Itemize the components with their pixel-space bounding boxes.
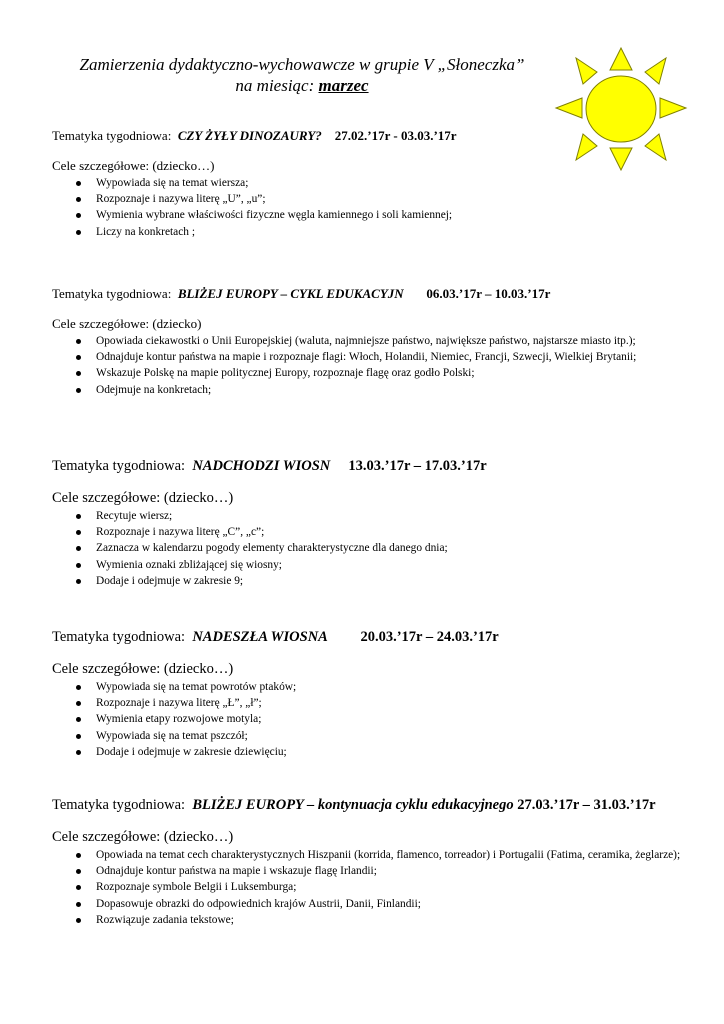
goals-label: Cele szczegółowe: (dziecko…) [52,158,215,173]
week-theme: CZY ŻYŁY DINOZAURY? [177,128,322,143]
week-header [52,796,682,814]
week-dates: 20.03.’17r – 24.03.’17r [360,629,499,645]
goals-label: Cele szczegółowe: (dziecko…) [52,829,234,845]
list-item: Rozpoznaje i nazywa literę „C”, „c”; [52,525,682,540]
list-item: Dodaje i odejmuje w zakresie 9; [52,574,682,589]
week-label: Tematyka tygodniowa: [52,458,186,474]
list-item: Dodaje i odejmuje w zakresie dziewięciu; [52,745,682,760]
week-block-2 [52,286,682,399]
list-item: Rozpoznaje i nazywa literę „U”, „u”; [52,192,682,207]
list-item: Wymienia etapy rozwojowe motyla; [52,712,682,727]
week-header [52,286,682,302]
list-item: Dopasowuje obrazki do odpowiednich krajów Austrii, Danii, Finlandii; [52,897,682,912]
list-item: Wypowiada się na temat pszczół; [52,729,682,744]
title-line-2 [40,75,564,96]
week-label: Tematyka tygodniowa: [52,128,172,143]
list-item: Wypowiada się na temat wiersza; [52,176,682,191]
list-item: Odejmuje na konkretach; [52,383,682,398]
list-item: Recytuje wiersz; [52,509,682,524]
week-theme: BLIŻEJ EUROPY – kontynuacja cyklu edukacyjnego [192,797,514,813]
week-header [52,128,682,144]
week-dates: 13.03.’17r – 17.03.’17r [348,458,487,474]
week-theme: NADCHODZI WIOSN [192,458,331,474]
list-item: Zaznacza w kalendarzu pogody elementy charakterystyczne dla danego dnia; [52,541,682,556]
list-item: Opowiada ciekawostki o Unii Europejskiej (waluta, najmniejsze państwo, największe państwo, najstarsze miasto itp.); [52,334,682,349]
week-block-3 [52,457,682,590]
list-item: Wymienia oznaki zbliżającej się wiosny; [52,558,682,573]
title-month-prefix: na miesiąc: [235,76,319,95]
goals-label: Cele szczegółowe: (dziecko…) [52,661,234,677]
week-theme: NADESZŁA WIOSNA [192,629,328,645]
week-block-1 [52,128,682,241]
week-header [52,628,682,646]
list-item: Wskazuje Polskę na mapie politycznej Europy, rozpoznaje flagę oraz godło Polski; [52,366,682,381]
week-label: Tematyka tygodniowa: [52,629,186,645]
title-month: marzec [318,76,369,95]
list-item: Rozpoznaje i nazywa literę „Ł”, „ł”; [52,696,682,711]
goals-list [52,176,682,239]
week-dates: 06.03.’17r – 10.03.’17r [426,286,551,301]
list-item: Odnajduje kontur państwa na mapie i wskazuje flagę Irlandii; [52,864,682,879]
week-label: Tematyka tygodniowa: [52,797,186,813]
list-item: Wypowiada się na temat powrotów ptaków; [52,680,682,695]
goals-list [52,848,682,927]
week-dates: 27.02.’17r - 03.03.’17r [334,128,457,143]
week-dates: 27.03.’17r – 31.03.’17r [517,797,656,813]
list-item: Opowiada na temat cech charakterystycznych Hiszpanii (korrida, flamenco, torreador) i Portugalii (Fatima, ceramika, żeglarze); [52,848,682,863]
goals-list [52,334,682,397]
list-item: Rozwiązuje zadania tekstowe; [52,913,682,928]
document-title [40,54,564,96]
week-block-4 [52,628,682,761]
week-theme: BLIŻEJ EUROPY – CYKL EDUKACYJN [177,286,404,301]
goals-list [52,509,682,588]
list-item: Odnajduje kontur państwa na mapie i rozpoznaje flagi: Włoch, Holandii, Niemiec, Francji, Szwecji, Wielkiej Brytanii; [52,350,682,365]
week-label: Tematyka tygodniowa: [52,286,172,301]
title-line-1: Zamierzenia dydaktyczno-wychowawcze w grupie V „Słoneczka” [79,55,525,74]
list-item: Liczy na konkretach ; [52,225,682,240]
list-item: Wymienia wybrane właściwości fizyczne węgla kamiennego i soli kamiennej; [52,208,682,223]
goals-label: Cele szczegółowe: (dziecko…) [52,490,234,506]
goals-list [52,680,682,759]
week-header [52,457,682,475]
week-block-5 [52,796,682,929]
goals-label: Cele szczegółowe: (dziecko) [52,316,202,331]
list-item: Rozpoznaje symbole Belgii i Luksemburga; [52,880,682,895]
